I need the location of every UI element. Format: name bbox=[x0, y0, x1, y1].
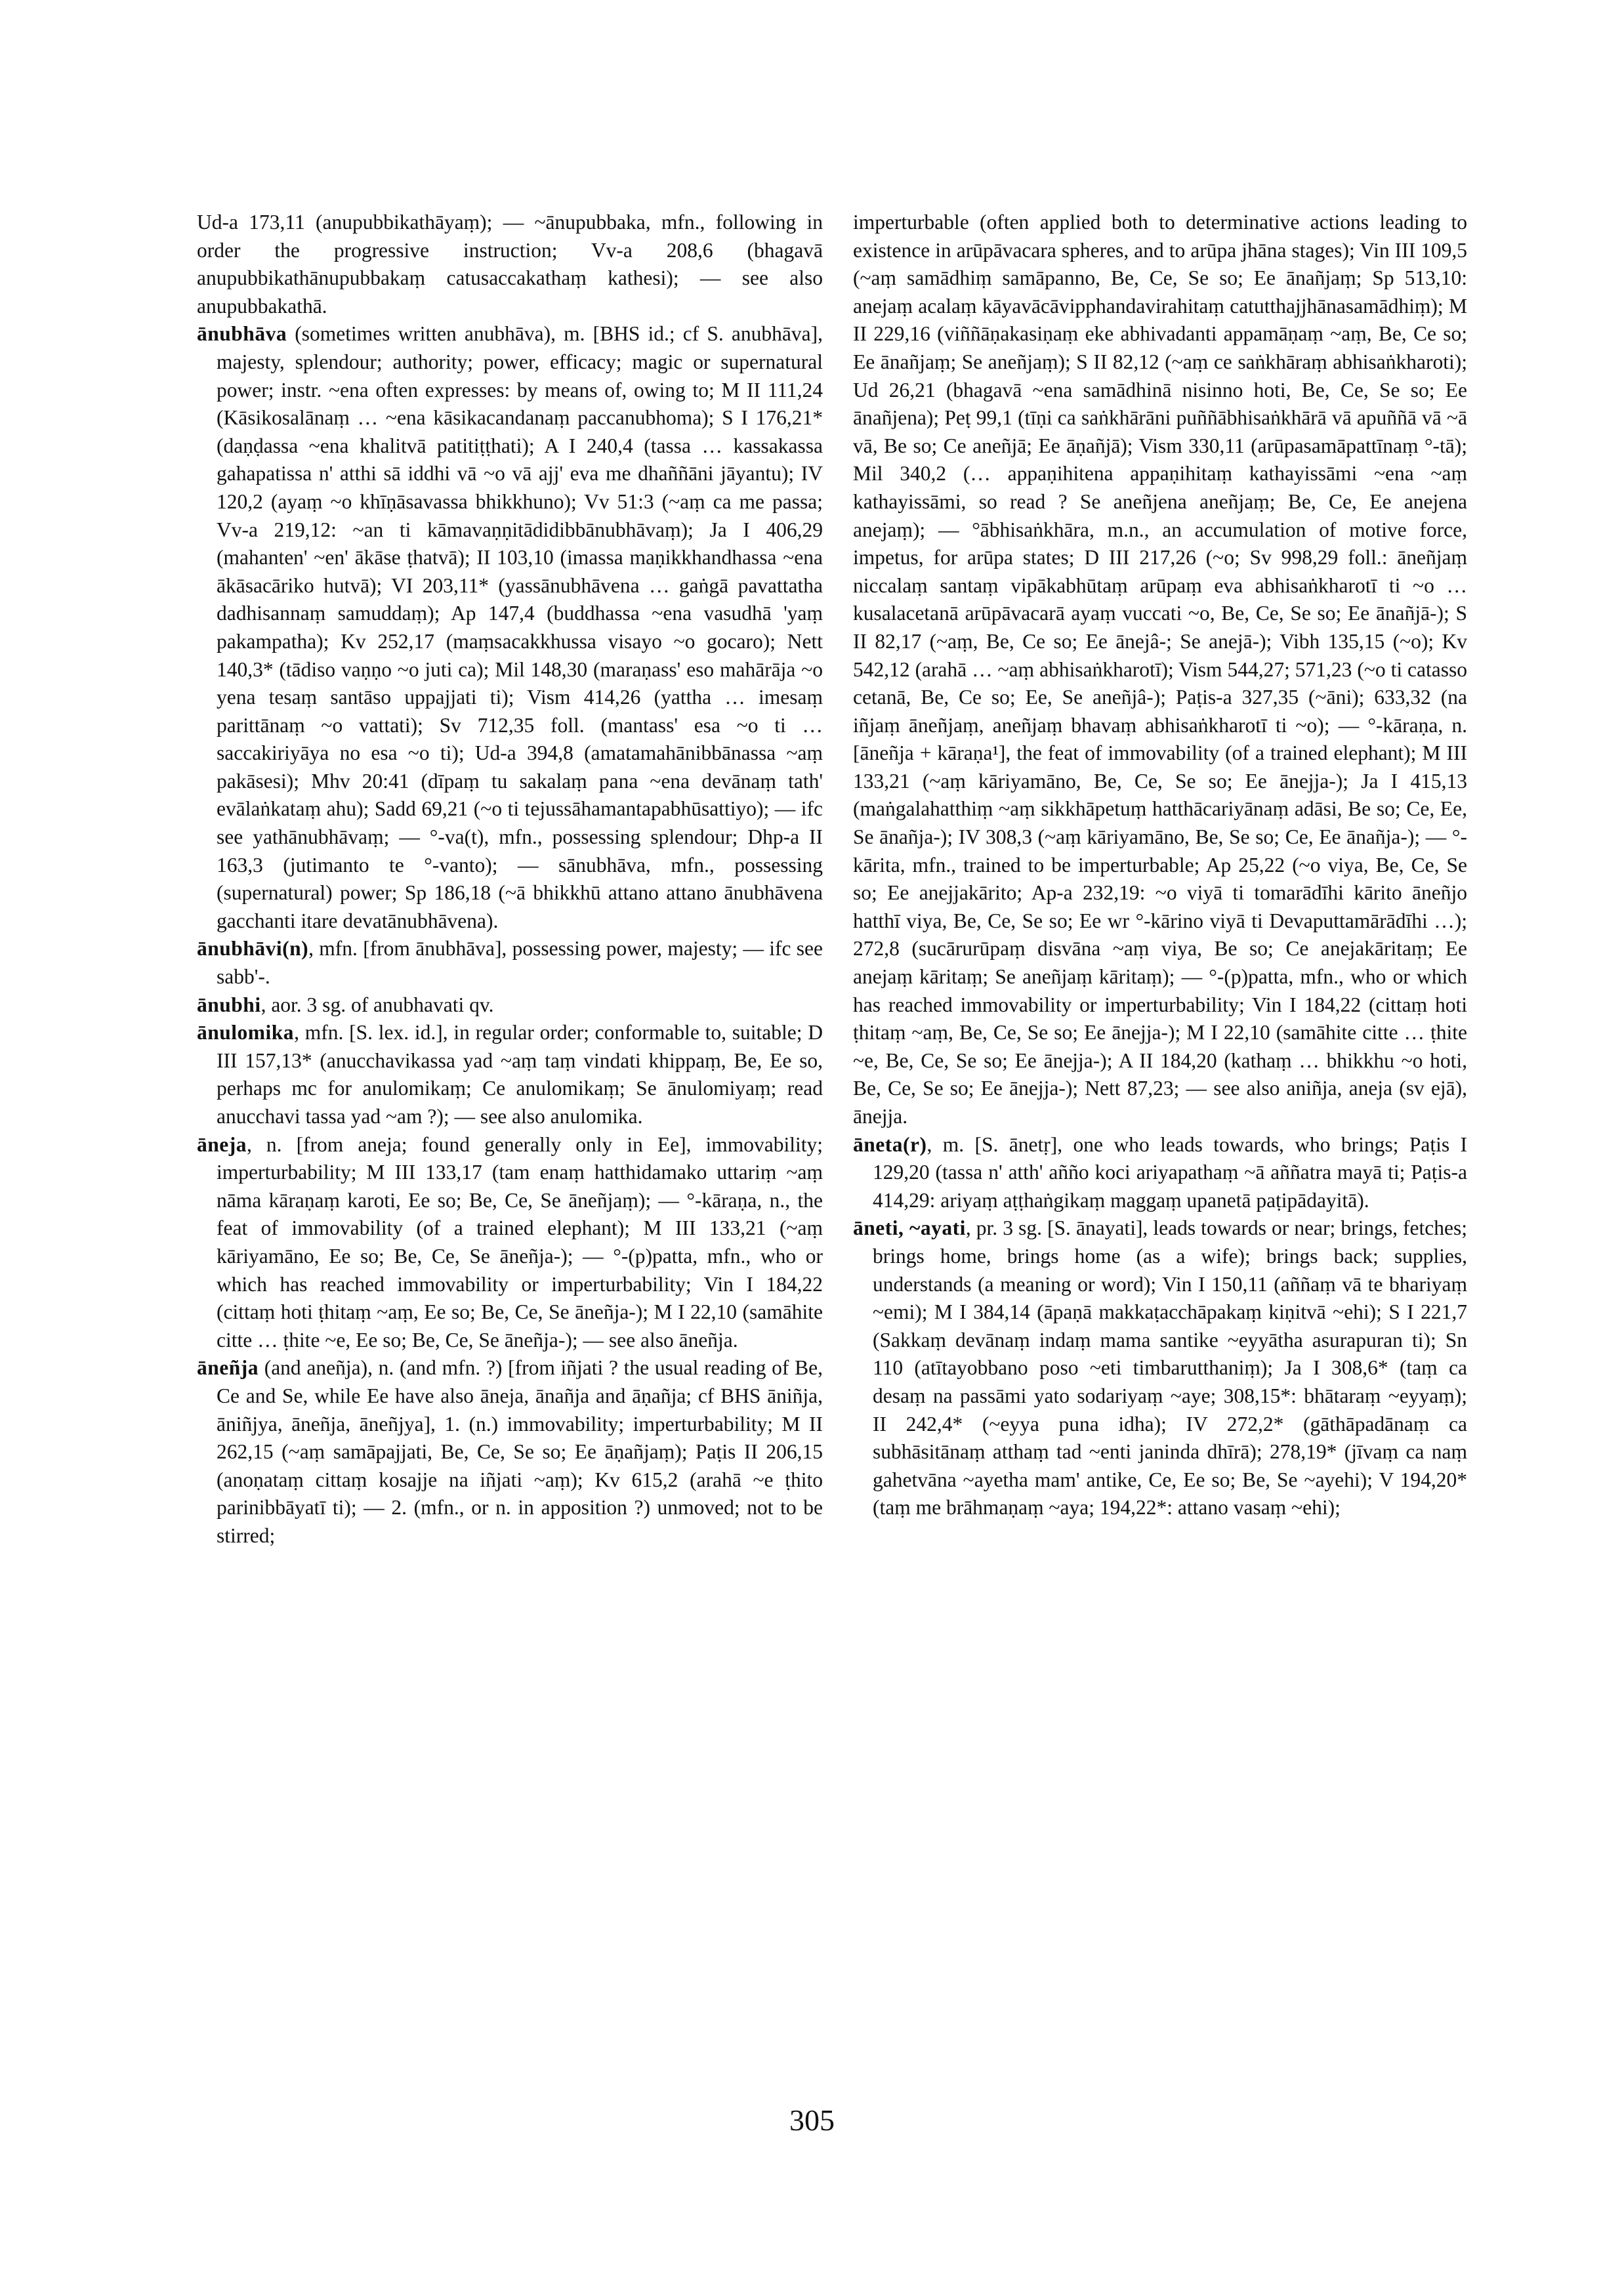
entry-headword: āneta(r) bbox=[853, 1132, 927, 1156]
entry-body: (and aneñja), n. (and mfn. ?) [from iñjati ? the usual reading of Be, Ce and Se, while Ee have also āneja, ānañja and āṇañja; cf BHS āniñja, āniñjya, āneñja, āneñjya], 1. (n.) immovability; imperturbability; M II 262,15 (~aṃ samāpajjati, Be, Ce, Se so; Ee āṇañjaṃ); Paṭis II 206,15 (anoṇataṃ cittaṃ kosajje na iñjati ~aṃ); Kv 615,2 (arahā ~e ṭhito parinibbāyatī ti); — 2. (mfn., or n. in apposition ?) unmoved; not to be stirred; bbox=[217, 1356, 823, 1547]
entry-headword: ānubhi bbox=[197, 993, 261, 1016]
entry-headword: āneñja bbox=[197, 1356, 259, 1380]
dictionary-entry bbox=[853, 1131, 1467, 1215]
entry-headword: ānulomika bbox=[197, 1021, 295, 1044]
continuation-paragraph: imperturbable (often applied both to determinative actions leading to existence in arūpāvacara spheres, and to arūpa jhāna stages); Vin III 109,5 (~aṃ samādhiṃ samāpanno, Be, Ce, Se so; Ee ānañjaṃ; Sp 513,10: anejaṃ acalaṃ kāyavācāvipphandavirahitaṃ catutthajjhānasamādhiṃ); M II 229,16 (viññāṇakasiṇaṃ eke abhivadanti appamāṇaṃ ~aṃ, Be, Ce so; Ee ānañjaṃ; Se aneñjaṃ); S II 82,12 (~aṃ ce saṅkhāraṃ abhisaṅkharoti); Ud 26,21 (bhagavā ~ena samādhinā nisinno hoti, Be, Ce, Se so; Ee ānañjena); Peṭ 99,1 (tīṇi ca saṅkhārāni puññābhisaṅkhārā vā apuññā vā ~ā vā, Be so; Ce aneñjā; Ee āṇañjā); Vism 330,11 (arūpasamāpattīnaṃ °-tā); Mil 340,2 (… appaṇihitena appaṇihitaṃ kathayissāmi ~ena ~aṃ kathayissāmi, so read ? Se aneñjena aneñjaṃ; Be, Ce, Ee anejena anejaṃ); — °ābhisaṅkhāra, m.n., an accumulation of motive force, impetus, for arūpa states; D III 217,26 (~o; Sv 998,29 foll.: āneñjaṃ niccalaṃ santaṃ vipākabhūtaṃ arūpaṃ eva abhisaṅkharotī ti ~o … kusalacetanā arūpāvacarā ayaṃ vuccati ~o, Be, Ce, Se so; Ee ānañjā-); S II 82,17 (~aṃ, Be, Ce so; Ee ānejâ-; Se anejā-); Vibh 135,15 (~o); Kv 542,12 (arahā … ~aṃ abhisaṅkharotī); Vism 544,27; 571,23 (~o ti catasso cetanā, Be, Ce so; Ee, Se aneñjâ-); Paṭis-a 327,35 (~āni); 633,32 (na iñjaṃ āneñjaṃ, aneñjaṃ bhavaṃ abhisaṅkharotī ti ~o); — °-kāraṇa, n. [āneñja + kāraṇa¹], the feat of immovability (of a trained elephant); M III 133,21 (~aṃ kāriyamāno, Be, Ce, Se so; Ee ānejja-); Ja I 415,13 (maṅgalahatthiṃ ~aṃ sikkhāpetuṃ hatthācariyānaṃ adāsi, Be so; Ce, Ee, Se ānañja-); IV 308,3 (~aṃ kāriyamāno, Be, Se so; Ce, Ee ānañja-); — °-kārita, mfn., trained to be imperturbable; Ap 25,22 (~o viya, Be, Ce, Se so; Ee anejjakārito; Ap-a 232,19: ~o viyā ti tomarādīhi kārito āneñjo hatthī viya, Be, Ce, Se so; Ee wr °-kārino viyā ti Devaputtamārādīhi …); 272,8 (sucārurūpaṃ disvāna ~aṃ viya, Be so; Ce anejakāritaṃ; Ee anejaṃ kāritaṃ; Se aneñjaṃ kāritaṃ); — °-(p)patta, mfn., who or which has reached immovability or imperturbability; Vin I 184,22 (cittaṃ hoti ṭhitaṃ ~aṃ, Be, Ce, Se so; Ee ānejja-); M I 22,10 (samāhite citte … ṭhite ~e, Be, Ce, Se so; Ee ānejja-); A II 184,20 (kathaṃ … bhikkhu ~o hoti, Be, Ce, Se so; Ee ānejja-); Nett 87,23; — see also aniñja, aneja (sv ejā), ānejja. bbox=[853, 211, 1467, 1128]
continuation-paragraph: Ud-a 173,11 (anupubbikathāyaṃ); — ~ānupubbaka, mfn., following in order the progressive instruction; Vv-a 208,6 (bhagavā anupubbikathānupubbakaṃ catusaccakathaṃ kathesi); — see also anupubbakathā. bbox=[197, 211, 823, 318]
entry-body: , m. [S. ānetṛ], one who leads towards, who brings; Paṭis I 129,20 (tassa n' atth' añño koci ariyapathaṃ ~ā aññatra mayā ti; Paṭis-a 414,29: ariyaṃ aṭṭhaṅgikaṃ maggaṃ upanetā paṭipādayitā). bbox=[873, 1132, 1467, 1212]
dictionary-entry bbox=[197, 1019, 823, 1130]
entry-headword: ānubhāva bbox=[197, 322, 287, 346]
entry-headword: āneja bbox=[197, 1132, 247, 1156]
dictionary-entry bbox=[853, 1214, 1467, 1522]
left-column bbox=[197, 209, 823, 1550]
dictionary-entry bbox=[197, 935, 823, 991]
entry-headword: ānubhāvi(n) bbox=[197, 937, 309, 961]
entry-body: , aor. 3 sg. of anubhavati qv. bbox=[260, 993, 494, 1016]
page-number: 305 bbox=[789, 2103, 835, 2137]
dictionary-entry bbox=[197, 1131, 823, 1355]
entry-body: (sometimes written anubhāva), m. [BHS id.; cf S. anubhāva], majesty, splendour; authority; power, efficacy; magic or supernatural power; instr. ~ena often expresses: by means of, owing to; M II 111,24 (Kāsikosalānaṃ … ~ena kāsikacandanaṃ paccanubhoma); S I 176,21* (daṇḍassa ~ena khalitvā patitiṭṭhati); A I 240,4 (tassa … kassakassa gahapatissa n' atthi sā iddhi vā ~o vā ajj' eva me dhaññāni jāyantu); IV 120,2 (ayaṃ ~o khīṇāsavassa bhikkhuno); Vv 51:3 (~aṃ ca me passa; Vv-a 219,12: ~an ti kāmavaṇṇitādidibbānubhāvaṃ); Ja I 406,29 (mahanten' ~en' ākāse ṭhatvā); II 103,10 (imassa maṇikkhandhassa ~ena ākāsacāriko hutvā); VI 203,11* (yassānubhāvena … gaṅgā pavattatha dadhisannaṃ samuddaṃ); Ap 147,4 (buddhassa ~ena vasudhā 'yaṃ pakampatha); Kv 252,17 (maṃsacakkhussa visayo ~o gocaro); Nett 140,3* (tādiso vaṇṇo ~o juti ca); Mil 148,30 (maraṇass' eso mahārāja ~o yena tesaṃ santāso uppajjati ti); Vism 414,26 (yattha … imesaṃ parittānaṃ ~o vattati); Sv 712,35 foll. (mantass' esa ~o ti … saccakiriyāya no esa ~o ti); Ud-a 394,8 (amatamahānibbānassa ~aṃ pakāsesi); Mhv 20:41 (dīpaṃ tu sakalaṃ pana ~ena devānaṃ tath' evālaṅkataṃ ahu); Sadd 69,21 (~o ti tejussāhamantapabhūsattiyo); — ifc see yathānubhāvaṃ; — °-va(t), mfn., possessing splendour; Dhp-a II 163,3 (jutimanto te °-vanto); — sānubhāva, mfn., possessing (supernatural) power; Sp 186,18 (~ā bhikkhū attano attano ānubhāvena gacchanti itare devatānubhāvena). bbox=[217, 322, 823, 932]
right-column bbox=[853, 209, 1467, 1522]
dictionary-entry bbox=[197, 320, 823, 935]
entry-body: , n. [from aneja; found generally only in Ee], immovability; imperturbability; M III 133,17 (tam enaṃ hatthidamako uttariṃ ~aṃ nāma kāraṇaṃ karoti, Ee so; Be, Ce, Se āneñjaṃ); — °-kāraṇa, n., the feat of immovability (of a trained elephant); M III 133,21 (~aṃ kāriyamāno, Ee so; Be, Ce, Se āneñja-); — °-(p)patta, mfn., who or which has reached immovability or imperturbability; Vin I 184,22 (cittaṃ hoti ṭhitaṃ ~aṃ, Ee so; Be, Ce, Se āneñja-); M I 22,10 (samāhite citte … ṭhite ~e, Ee so; Be, Ce, Se āneñja-); — see also āneñja. bbox=[217, 1132, 823, 1352]
entry-body: , mfn. [from ānubhāva], possessing power, majesty; — ifc see sabb'-. bbox=[217, 937, 823, 989]
dictionary-entry bbox=[197, 991, 823, 1020]
dictionary-entry bbox=[197, 1354, 823, 1550]
entry-headword: āneti, ~ayati bbox=[853, 1216, 966, 1240]
entry-body: , pr. 3 sg. [S. ānayati], leads towards or near; brings, fetches; brings home, brings home (as a wife); brings back; supplies, understands (a meaning or word); Vin I 150,11 (aññaṃ vā te bhariyaṃ ~emi); M I 384,14 (āpaṇā makkaṭacchāpakaṃ kiṇitvā ~ehi); S I 221,7 (Sakkaṃ devānaṃ indaṃ mama santike ~eyyātha asurapuran ti); Sn 110 (atītayobbano poso ~eti timbarutthaniṃ); Ja I 308,6* (taṃ ca desaṃ na passāmi yato sodariyaṃ ~aye; 308,15*: bhātaraṃ ~eyyaṃ); II 242,4* (~eyya puna idha); IV 272,2* (gāthāpadānaṃ ca subhāsitānaṃ atthaṃ tad ~enti janinda dhīrā); 278,19* (jīvaṃ ca naṃ gahetvāna ~ayetha mam' antike, Ce, Ee so; Be, Se ~ayehi); V 194,20* (taṃ me brāhmaṇaṃ ~aya; 194,22*: attano vasaṃ ~ehi); bbox=[873, 1216, 1467, 1520]
entry-body: , mfn. [S. lex. id.], in regular order; conformable to, suitable; D III 157,13* (anucchavikassa yad ~aṃ taṃ vindati khippaṃ, Be, Ee so, perhaps mc for anulomikaṃ; Ce anulomikaṃ; Se ānulomiyaṃ; read anucchavi tassa yad ~am ?); — see also anulomika. bbox=[217, 1021, 823, 1128]
